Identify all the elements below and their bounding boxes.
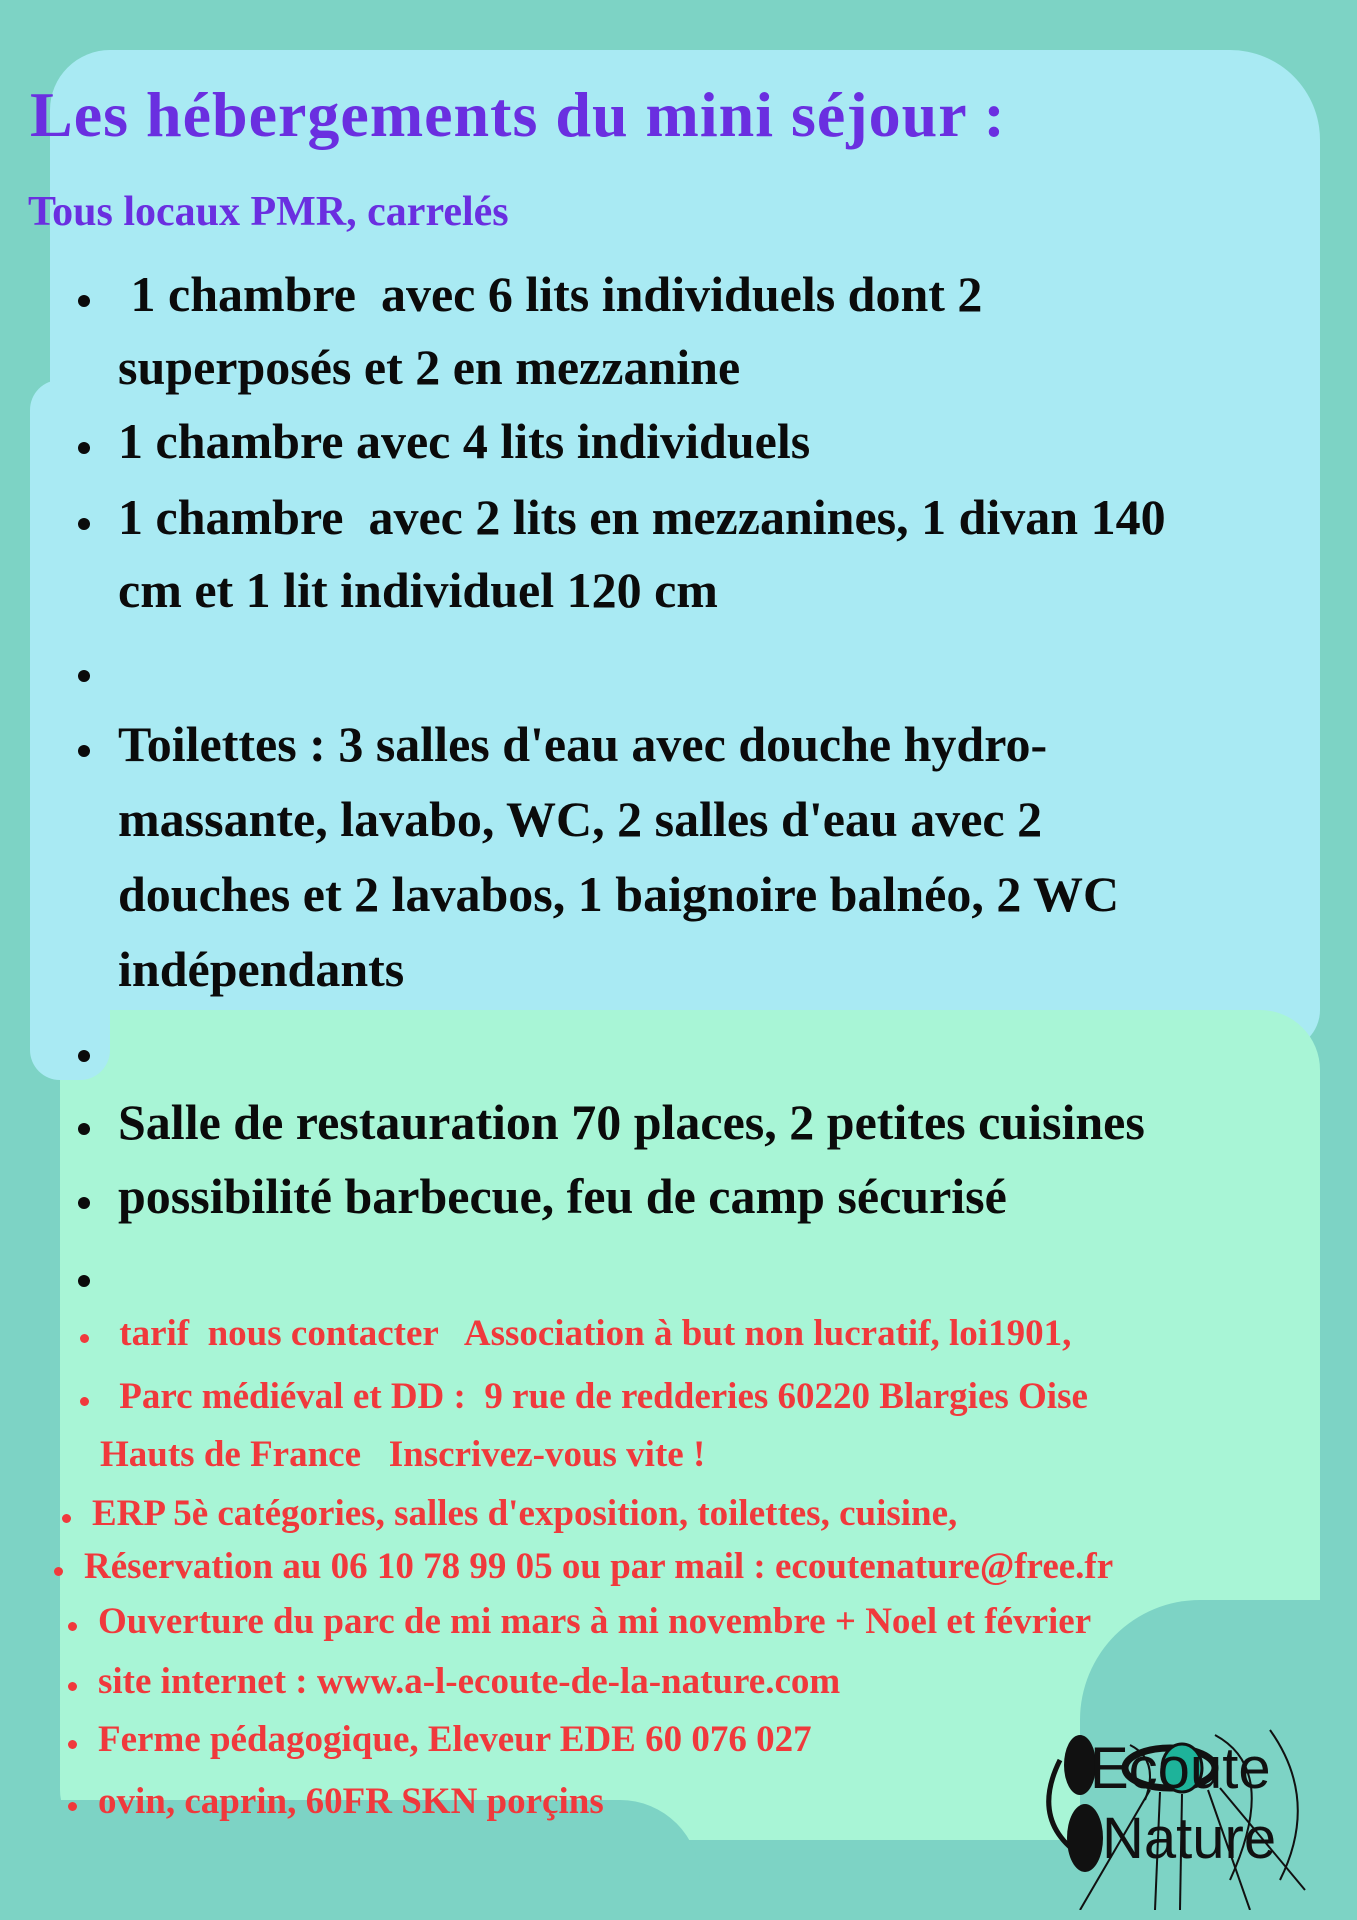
list-item-line: Salle de restauration 70 places, 2 petites cuisines bbox=[118, 1094, 1145, 1150]
bullet-icon bbox=[68, 1682, 77, 1691]
bullet-icon bbox=[78, 518, 90, 530]
list-item-line: possibilité barbecue, feu de camp sécurisé bbox=[118, 1168, 1007, 1224]
list-item-line: 1 chambre avec 2 lits en mezzanines, 1 divan 140 bbox=[118, 489, 1166, 545]
bullet-icon bbox=[78, 745, 90, 757]
page-title: Les hébergements du mini séjour : bbox=[30, 79, 1006, 150]
list-item-line: 1 chambre avec 6 lits individuels dont 2 bbox=[118, 266, 983, 322]
info-item-line: site internet : www.a-l-ecoute-de-la-nature.com bbox=[98, 1661, 841, 1702]
bullet-icon bbox=[78, 1275, 90, 1287]
info-item-line: tarif nous contacter Association à but non lucratif, loi1901, bbox=[110, 1313, 1072, 1354]
list-item-line: douches et 2 lavabos, 1 baignoire balnéo, 2 WC bbox=[118, 866, 1120, 922]
list-item-line: indépendants bbox=[118, 941, 405, 997]
ecoute-nature-logo bbox=[1020, 1710, 1320, 1910]
bullet-icon bbox=[78, 1123, 90, 1135]
bullet-icon bbox=[68, 1740, 77, 1749]
list-item-line: 1 chambre avec 4 lits individuels bbox=[118, 413, 811, 469]
list-item-line: cm et 1 lit individuel 120 cm bbox=[118, 562, 718, 618]
bullet-icon bbox=[78, 295, 90, 307]
bullet-icon bbox=[78, 1050, 90, 1062]
bullet-icon bbox=[68, 1622, 77, 1631]
background-blue-blob-left bbox=[30, 380, 110, 1080]
info-item-line: Ferme pédagogique, Eleveur EDE 60 076 027 bbox=[98, 1719, 812, 1760]
bullet-icon bbox=[80, 1334, 89, 1343]
info-item-line: Parc médiéval et DD : 9 rue de redderies 60220 Blargies Oise bbox=[110, 1376, 1088, 1417]
info-item-line: ovin, caprin, 60FR SKN porçins bbox=[98, 1781, 604, 1822]
bullet-icon bbox=[78, 442, 90, 454]
list-item-line: superposés et 2 en mezzanine bbox=[118, 339, 741, 395]
info-item-line: Ouverture du parc de mi mars à mi novembre + Noel et février bbox=[98, 1601, 1092, 1642]
bullet-icon bbox=[68, 1802, 77, 1811]
bullet-icon bbox=[54, 1567, 63, 1576]
logo-text-nature: Nature bbox=[1102, 1806, 1277, 1871]
info-item-line: Réservation au 06 10 78 99 05 ou par mail : ecoutenature@free.fr bbox=[84, 1546, 1114, 1587]
info-item-line: ERP 5è catégories, salles d'exposition, toilettes, cuisine, bbox=[92, 1493, 958, 1534]
logo-text-ecoute: Ecoute bbox=[1090, 1736, 1271, 1801]
subtitle: Tous locaux PMR, carrelés bbox=[28, 189, 509, 235]
list-item-line: massante, lavabo, WC, 2 salles d'eau avec 2 bbox=[118, 791, 1043, 847]
bullet-icon bbox=[78, 670, 90, 682]
bullet-icon bbox=[80, 1397, 89, 1406]
list-item-line: Toilettes : 3 salles d'eau avec douche hydro- bbox=[118, 716, 1048, 772]
bullet-icon bbox=[62, 1514, 71, 1523]
bullet-icon bbox=[78, 1197, 90, 1209]
info-item-line: Hauts de France Inscrivez-vous vite ! bbox=[100, 1434, 706, 1475]
